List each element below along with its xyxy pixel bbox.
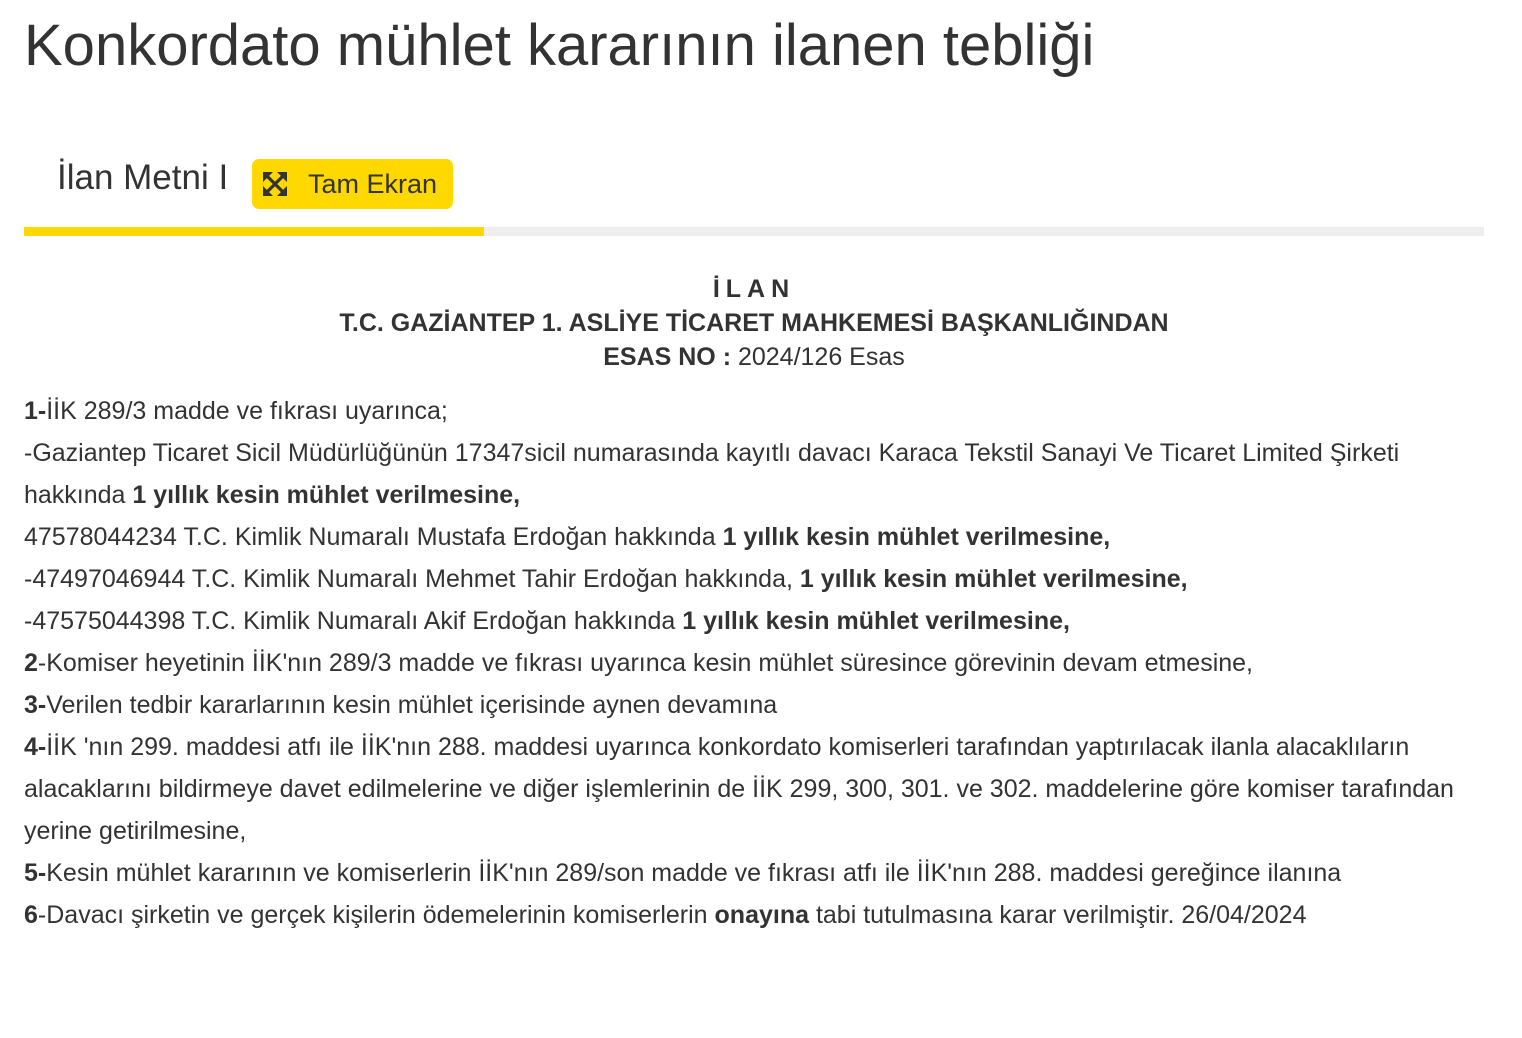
text: -Davacı şirketin ve gerçek kişilerin ödemelerinin komiserlerin — [37, 901, 715, 929]
notice-body — [24, 390, 1484, 936]
bold-text: 1 yıllık kesin mühlet verilmesine, — [132, 481, 521, 509]
notice-paragraph — [24, 558, 1484, 600]
bold-text: 1 yıllık kesin mühlet verilmesine, — [722, 523, 1111, 551]
bold-text: 1 yıllık kesin mühlet verilmesine, — [799, 565, 1188, 593]
tab-progress-fill — [24, 227, 484, 236]
text: tabi tutulmasına karar verilmiştir. 26/04/2024 — [809, 901, 1307, 929]
case-label: ESAS NO : — [603, 343, 732, 371]
notice-paragraph — [24, 600, 1484, 642]
bold-text: 3- — [24, 691, 47, 719]
bold-text: 2 — [24, 649, 38, 677]
notice-paragraph — [24, 390, 1484, 432]
expand-arrows-icon — [262, 171, 288, 197]
text: 47578044234 T.C. Kimlik Numaralı Mustafa Erdoğan hakkında — [24, 523, 723, 551]
tab-ilan-metni[interactable]: İlan Metni I — [57, 158, 229, 197]
notice-paragraph — [24, 852, 1484, 894]
page-title: Konkordato mühlet kararının ilanen tebliği — [24, 13, 1095, 78]
notice-paragraph — [24, 894, 1484, 936]
text: İİK 'nın 299. maddesi atfı ile İİK'nın 288. maddesi uyarınca konkordato komiserleri tarafından yaptırılacak ilanla alacaklıların alacaklarını bildirmeye davet edilmelerine ve diğer işlemlerinin de İİK 299, 300, 301. ve 302. maddelerine göre komiser tarafından yerine getirilmesine, — [24, 733, 1454, 845]
notice-paragraph — [24, 516, 1484, 558]
tab-bar — [24, 150, 1484, 236]
text: -47497046944 T.C. Kimlik Numaralı Mehmet Tahir Erdoğan hakkında, — [24, 565, 800, 593]
notice-paragraph — [24, 726, 1484, 852]
bold-text: 6 — [24, 901, 38, 929]
notice-paragraph — [24, 642, 1484, 684]
bold-text: 4- — [24, 733, 47, 761]
text: İİK 289/3 madde ve fıkrası uyarınca; — [46, 397, 448, 425]
text: -Gaziantep Ticaret Sicil Müdürlüğünün 17347sicil numarasında kayıtlı davacı Karaca Tekstil Sanayi Ve Ticaret Limited Şirketi hakkında — [24, 439, 1400, 509]
fullscreen-label: Tam Ekran — [308, 168, 438, 199]
text: Kesin mühlet kararının ve komiserlerin İİK'nın 289/son madde ve fıkrası atfı ile İİK'nın 288. maddesi gereğince ilanına — [46, 859, 1342, 887]
bold-text: 5- — [24, 859, 47, 887]
notice-paragraph — [24, 684, 1484, 726]
case-value: 2024/126 Esas — [737, 343, 905, 371]
court-name: T.C. GAZİANTEP 1. ASLİYE TİCARET MAHKEMESİ BAŞKANLIĞINDAN — [339, 309, 1169, 337]
fullscreen-button[interactable] — [252, 159, 453, 209]
text: -Komiser heyetinin İİK'nın 289/3 madde ve fıkrası uyarınca kesin mühlet süresince görevinin devam etmesine, — [37, 649, 1254, 677]
bold-text: onayına — [714, 901, 810, 929]
notice-heading: İLAN — [712, 275, 796, 303]
notice-paragraph — [24, 432, 1484, 516]
text: -47575044398 T.C. Kimlik Numaralı Akif Erdoğan hakkında — [24, 607, 683, 635]
tab-progress-track — [24, 227, 1484, 236]
text: Verilen tedbir kararlarının kesin mühlet içerisinde aynen devamına — [46, 691, 778, 719]
bold-text: 1 yıllık kesin mühlet verilmesine, — [682, 607, 1070, 635]
bold-text: 1- — [24, 397, 47, 425]
notice-header — [24, 272, 1484, 374]
